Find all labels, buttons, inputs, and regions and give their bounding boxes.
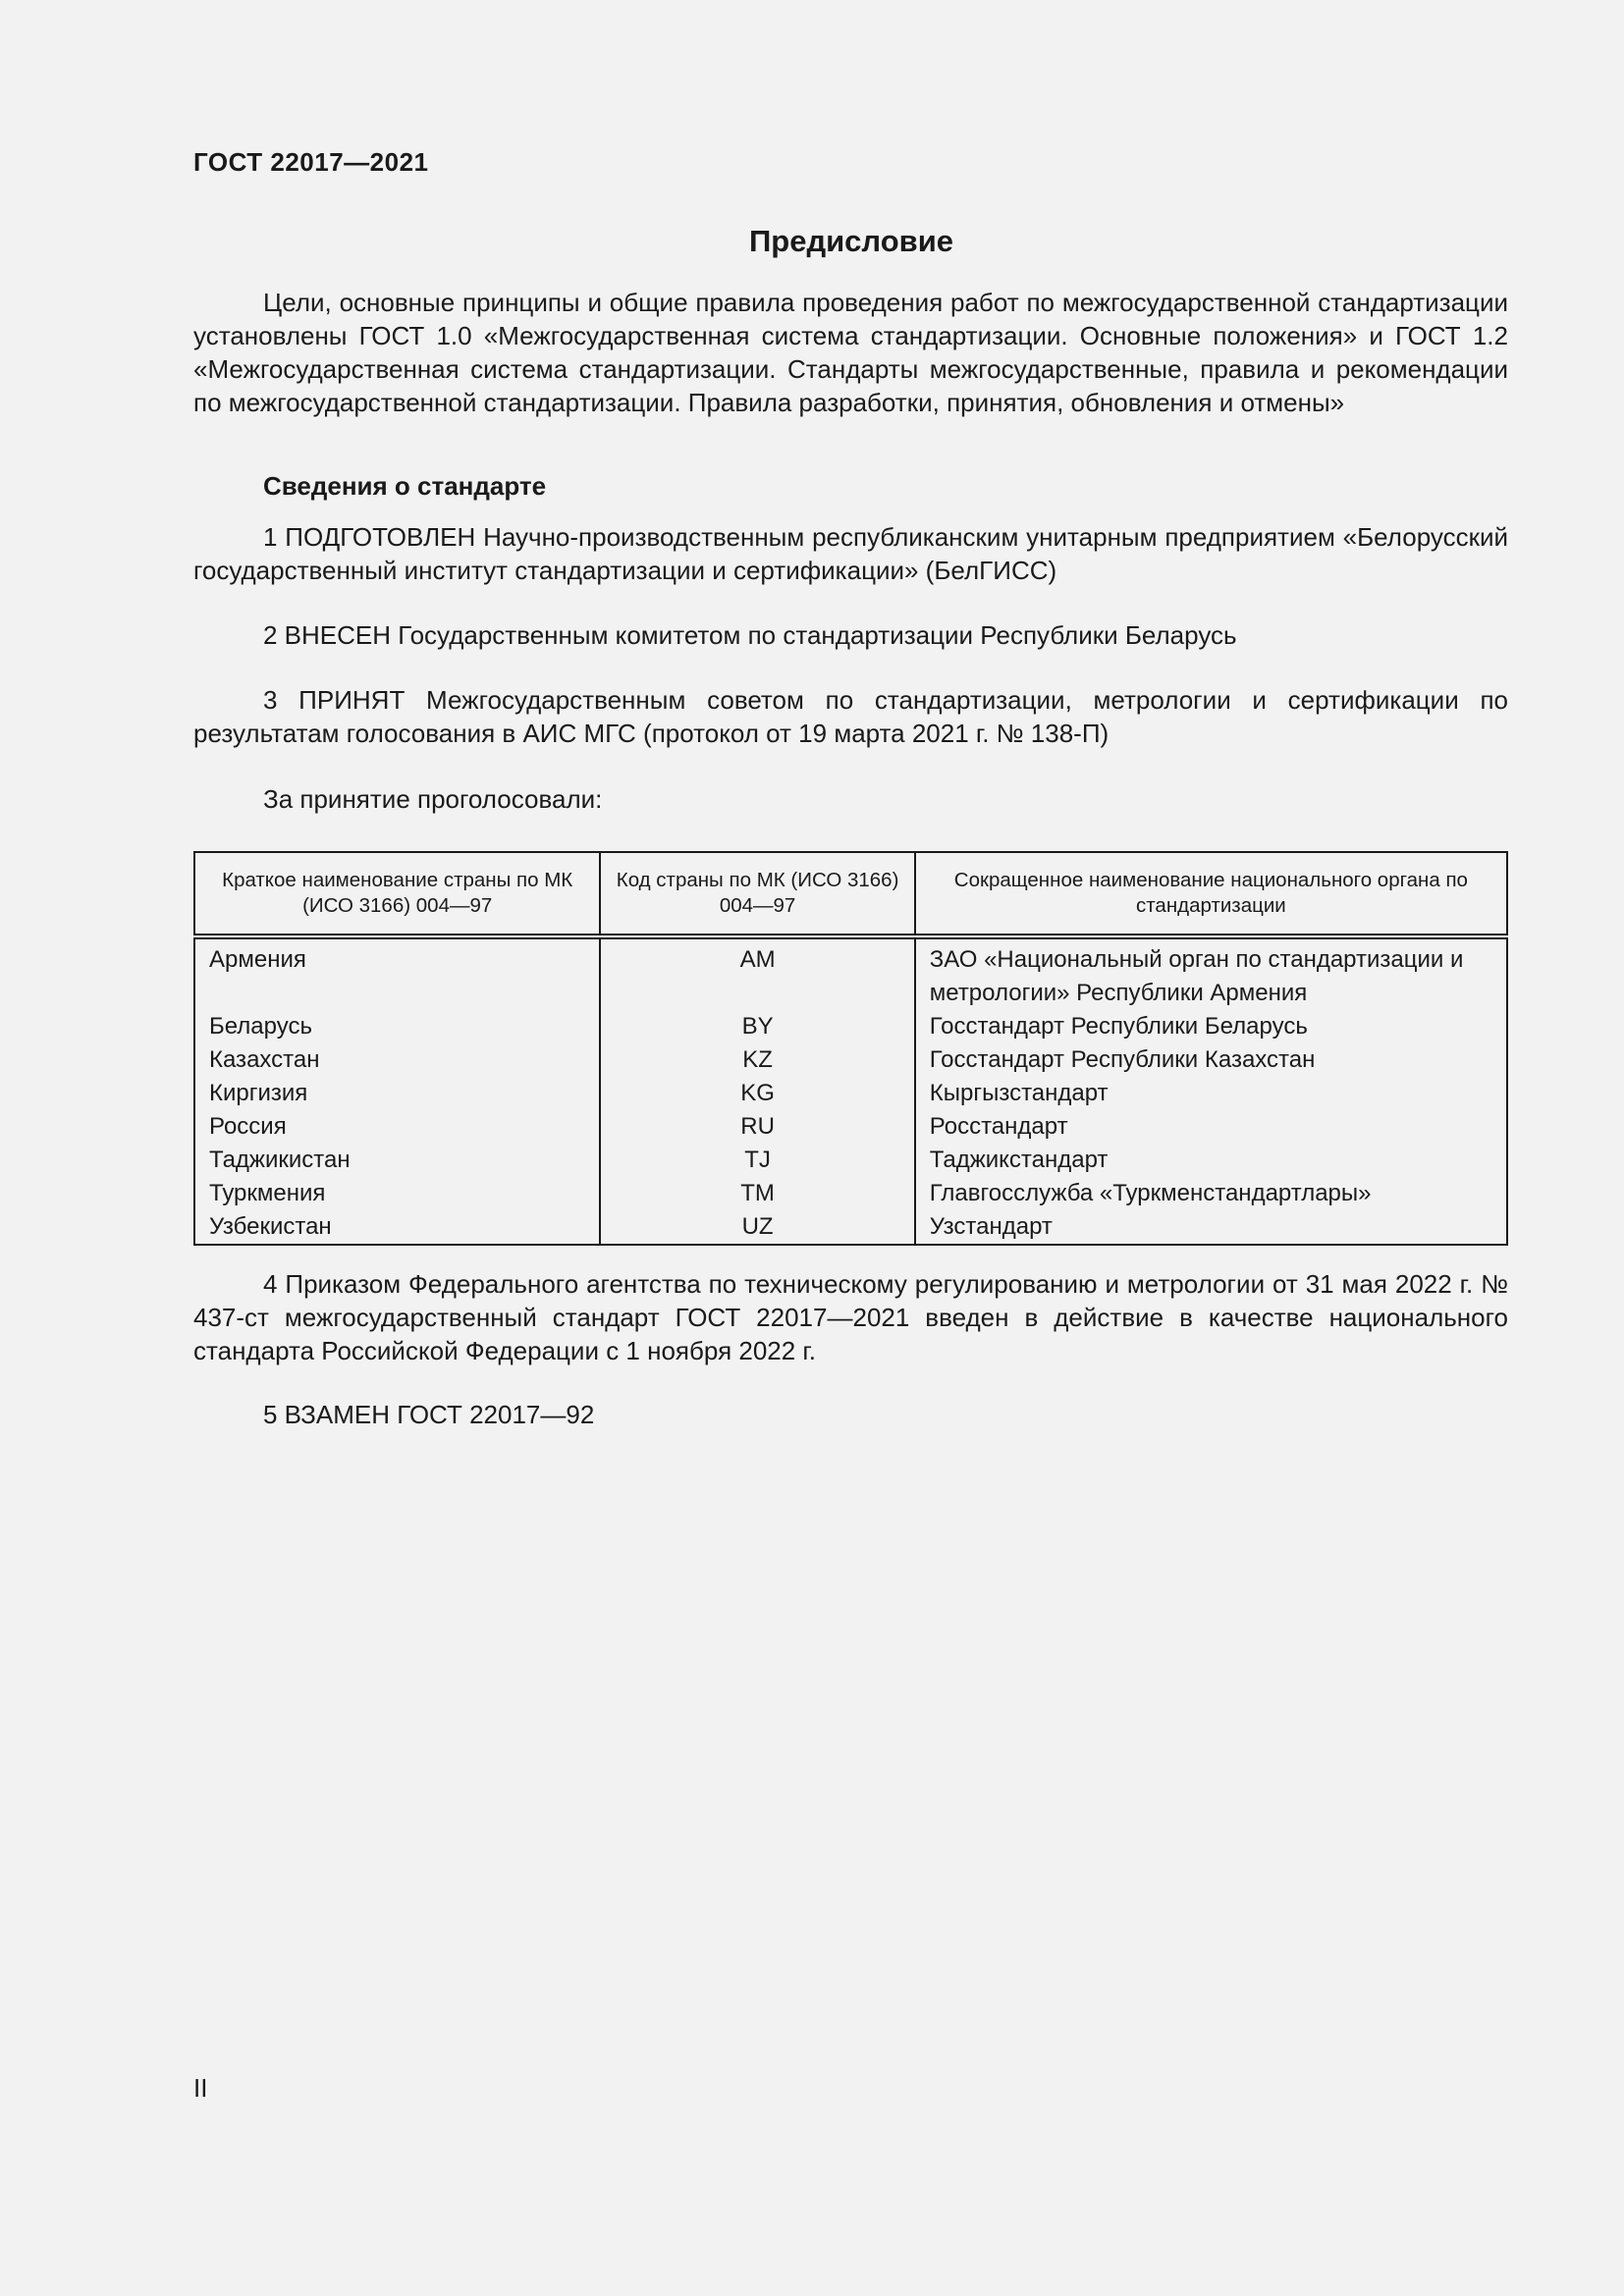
- country-code-cell: KZ: [600, 1043, 914, 1077]
- item-2-paragraph: 2 ВНЕСЕН Государственным комитетом по стандартизации Республики Беларусь: [263, 620, 1237, 650]
- table-row: [194, 1043, 1507, 1077]
- table-row: [194, 1077, 1507, 1110]
- country-name-cell: Узбекистан: [194, 1210, 600, 1245]
- country-code-cell: AM: [600, 936, 914, 1010]
- info-heading: Сведения о стандарте: [263, 471, 547, 501]
- standards-body-cell: Росстандарт: [915, 1110, 1507, 1144]
- document-header: ГОСТ 22017—2021: [193, 147, 429, 177]
- voted-label: За принятие проголосовали:: [263, 784, 603, 814]
- country-code-cell: KG: [600, 1077, 914, 1110]
- intro-paragraph: Цели, основные принципы и общие правила проведения работ по межгосударственной стандартизации установлены ГОСТ 1.0 «Межгосударственная система стандартизации. Основные положения» и ГОСТ 1.2 «Межгосударственная система стандартизации. Стандарты межгосударственные, правила и рекомендации по межгосударственной стандартизации. Правила разработки, принятия, обновления и отмены»: [193, 288, 1508, 417]
- table-row: [194, 1144, 1507, 1177]
- country-code-cell: BY: [600, 1010, 914, 1043]
- standards-body-cell: Узстандарт: [915, 1210, 1507, 1245]
- standards-body-cell: Таджикстандарт: [915, 1144, 1507, 1177]
- country-name-cell: Таджикистан: [194, 1144, 600, 1177]
- header-country-code: Код страны по МК (ИСО 3166) 004—97: [600, 852, 914, 936]
- country-name-cell: Казахстан: [194, 1043, 600, 1077]
- table-row: [194, 1110, 1507, 1144]
- country-name-cell: Беларусь: [194, 1010, 600, 1043]
- table-row: [194, 936, 1507, 1010]
- voting-countries-table: [193, 851, 1508, 1246]
- item-5-paragraph: 5 ВЗАМЕН ГОСТ 22017—92: [263, 1400, 595, 1429]
- page-number: II: [193, 2073, 208, 2103]
- header-standards-body: Сокращенное наименование национального органа по стандартизации: [915, 852, 1507, 936]
- standards-body-cell: Госстандарт Республики Беларусь: [915, 1010, 1507, 1043]
- table-header-row: [194, 852, 1507, 936]
- standards-body-cell: Госстандарт Республики Казахстан: [915, 1043, 1507, 1077]
- table-row: [194, 1210, 1507, 1245]
- standards-body-cell: Кыргызстандарт: [915, 1077, 1507, 1110]
- standards-body-cell: Главгосслужба «Туркменстандартлары»: [915, 1177, 1507, 1210]
- item-1-paragraph: 1 ПОДГОТОВЛЕН Научно-производственным республиканским унитарным предприятием «Белорусский государственный институт стандартизации и сертификации» (БелГИСС): [193, 522, 1508, 585]
- item-4-paragraph: 4 Приказом Федерального агентства по техническому регулированию и метрологии от 31 мая 2022 г. № 437-ст межгосударственный стандарт ГОСТ 22017—2021 введен в действие в качестве национального стандарта Российской Федерации с 1 ноября 2022 г.: [193, 1269, 1508, 1365]
- country-name-cell: Туркмения: [194, 1177, 600, 1210]
- country-code-cell: UZ: [600, 1210, 914, 1245]
- item-3-paragraph: 3 ПРИНЯТ Межгосударственным советом по стандартизации, метрологии и сертификации по результатам голосования в АИС МГС (протокол от 19 марта 2021 г. № 138-П): [193, 685, 1508, 748]
- country-name-cell: Россия: [194, 1110, 600, 1144]
- header-country-name: Краткое наименование страны по МК (ИСО 3166) 004—97: [194, 852, 600, 936]
- country-code-cell: TJ: [600, 1144, 914, 1177]
- country-name-cell: Армения: [194, 936, 600, 1010]
- country-code-cell: RU: [600, 1110, 914, 1144]
- country-code-cell: TM: [600, 1177, 914, 1210]
- table-row: [194, 1177, 1507, 1210]
- page-title: Предисловие: [748, 224, 953, 258]
- table-row: [194, 1010, 1507, 1043]
- country-name-cell: Киргизия: [194, 1077, 600, 1110]
- standards-body-cell: ЗАО «Национальный орган по стандартизации и метрологии» Республики Армения: [915, 936, 1507, 1010]
